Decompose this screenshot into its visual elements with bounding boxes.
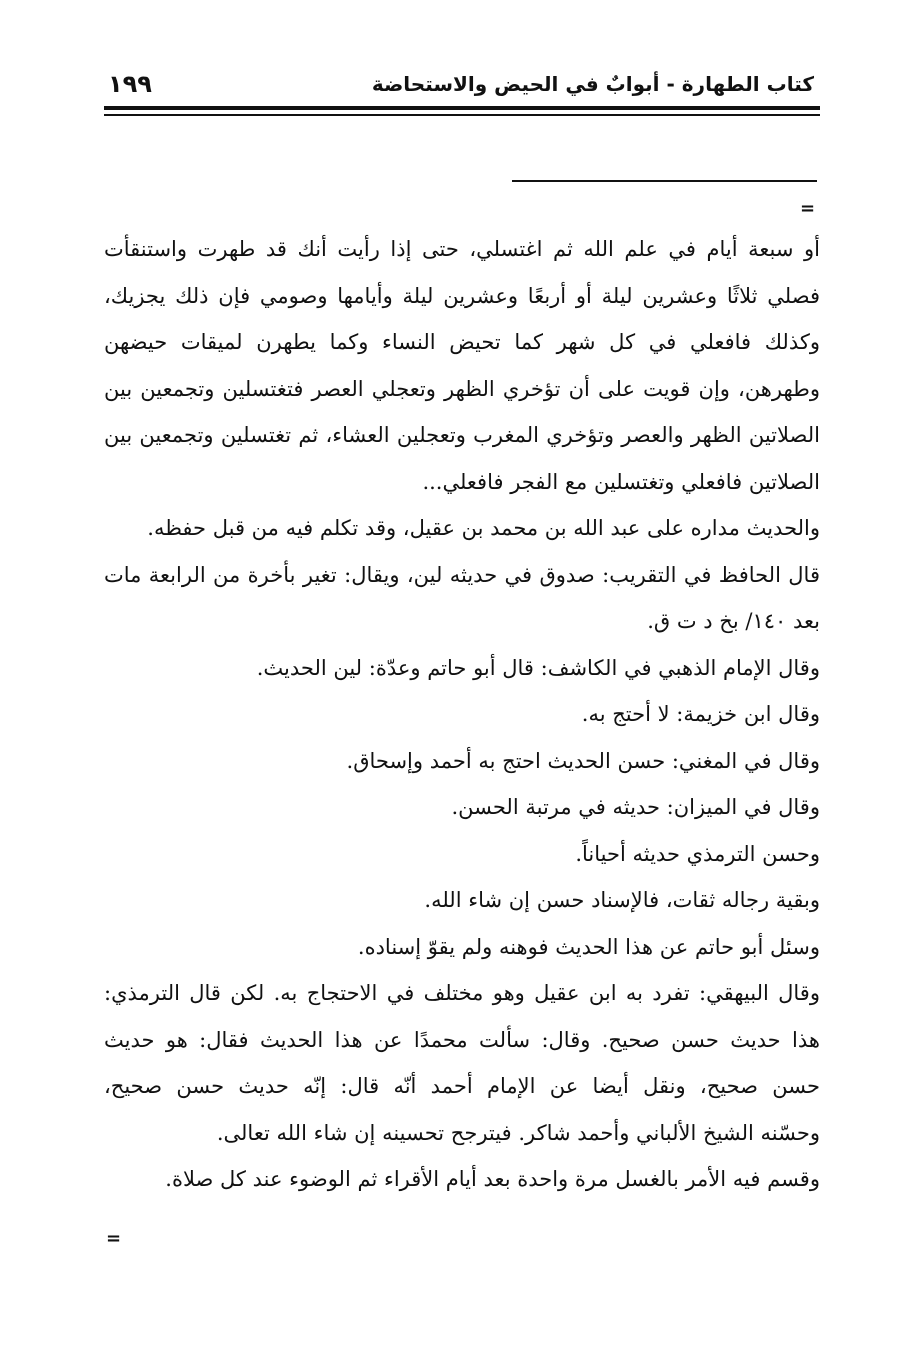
- text-line: وسئل أبو حاتم عن هذا الحديث فوهنه ولم يقوّ إسناده.: [357, 934, 820, 959]
- paragraph: [104, 691, 820, 738]
- text-line: قال الحافظ في التقريب: صدوق في حديثه لين، ويقال: تغير بأخرة من الرابعة مات: [104, 562, 820, 587]
- text-line: وقسم فيه الأمر بالغسل مرة واحدة بعد أيام الأقراء ثم الوضوء عند كل صلاة.: [165, 1167, 820, 1191]
- text-line: وقال ابن خزيمة: لا أحتج به.: [581, 702, 820, 726]
- text-line: وقال البيهقي: تفرد به ابن عقيل وهو مختلف في الاحتجاج به. لكن قال الترمذي:: [104, 981, 820, 1005]
- text-line: وحسن الترمذي حديثه أحياناً.: [575, 841, 820, 866]
- page-number: ١٩٩: [108, 70, 152, 98]
- text-line: وقال في الميزان: حديثه في مرتبة الحسن.: [451, 795, 820, 819]
- continuation-mark-top: =: [800, 198, 816, 219]
- paragraph: [104, 552, 820, 645]
- text-line: الصلاتين فافعلي وتغتسلين مع الفجر فافعلي...: [422, 469, 820, 494]
- text-line: وحسّنه الشيخ الألباني وأحمد شاكر. فيترجح تحسينه إن شاء الله تعالى.: [216, 1120, 820, 1145]
- header-rule-thick: [104, 106, 820, 110]
- paragraph: [104, 505, 820, 552]
- paragraph: [104, 226, 820, 505]
- text-line: وقال الإمام الذهبي في الكاشف: قال أبو حاتم وعدّة: لين الحديث.: [256, 655, 820, 680]
- footnote-separator: [512, 180, 817, 182]
- text-line: وقال في المغني: حسن الحديث احتج به أحمد وإسحاق.: [346, 748, 820, 773]
- header-rule-thin: [104, 114, 820, 116]
- paragraph: [104, 831, 820, 878]
- paragraph: [104, 970, 820, 1156]
- text-line: وبقية رجاله ثقات، فالإسناد حسن إن شاء الله.: [424, 888, 820, 912]
- paragraph: [104, 645, 820, 692]
- text-line: والحديث مداره على عبد الله بن محمد بن عقيل، وقد تكلم فيه من قبل حفظه.: [147, 516, 820, 540]
- text-line: أو سبعة أيام في علم الله ثم اغتسلي، حتى إذا رأيت أنك قد طهرت واستنقأت: [104, 237, 820, 261]
- paragraph: [104, 1156, 820, 1203]
- text-line: هذا حديث حسن صحيح. وقال: سألت محمدًا عن هذا الحديث فقال: هو حديث: [104, 1027, 820, 1052]
- running-header: [104, 70, 820, 104]
- text-line: الصلاتين الظهر والعصر وتؤخري المغرب وتعجلين العشاء، ثم تغتسلين وتجمعين بين: [104, 423, 820, 447]
- text-line: حسن صحيح، ونقل أيضا عن الإمام أحمد أنّه قال: إنّه حديث حسن صحيح،: [104, 1074, 820, 1098]
- paragraph: [104, 784, 820, 831]
- footnote-body: [104, 226, 820, 1203]
- text-line: فصلي ثلاثًا وعشرين ليلة أو أربعًا وعشرين ليلة وأيامها وصومي فإن ذلك يجزيك،: [104, 283, 820, 308]
- header-title: كتاب الطهارة - أبوابٌ في الحيض والاستحاضة: [371, 72, 814, 96]
- text-line: وكذلك فافعلي في كل شهر كما تحيض النساء وكما يطهرن لميقات حيضهن: [104, 330, 820, 354]
- text-line: وطهرهن، وإن قويت على أن تؤخري الظهر وتعجلي العصر فتغتسلين وتجمعين بين: [104, 376, 820, 401]
- paragraph: [104, 877, 820, 924]
- continuation-mark-bottom: =: [106, 1228, 122, 1249]
- paragraph: [104, 924, 820, 971]
- paragraph: [104, 738, 820, 785]
- text-line: بعد ١٤٠/ بخ د ت ق.: [647, 609, 820, 633]
